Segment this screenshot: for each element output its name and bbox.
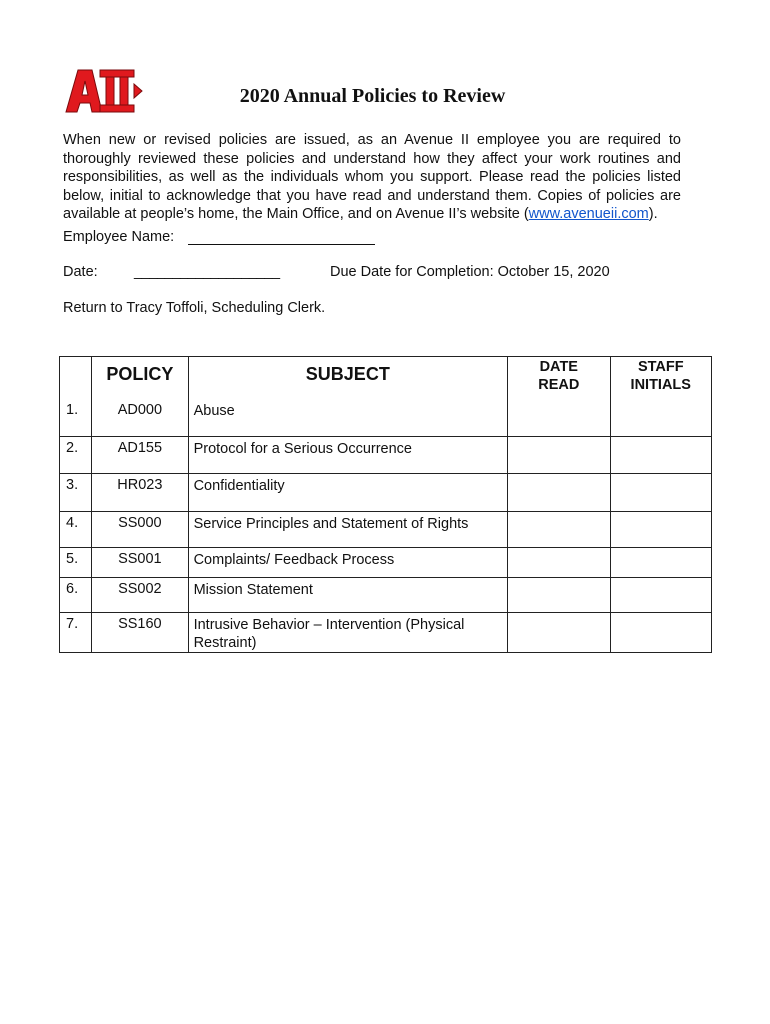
row-staff-initials-cell[interactable] [610,511,711,547]
row-number: 6. [60,577,92,612]
page-title: 2020 Annual Policies to Review [239,85,506,107]
row-policy: AD000 [92,399,188,436]
table-header-row [60,357,712,400]
row-staff-initials-cell[interactable] [610,577,711,612]
row-subject: Mission Statement [188,577,507,612]
row-number: 5. [60,547,92,577]
row-policy: HR023 [92,473,188,511]
header-policy: POLICY [92,357,188,400]
header-staff-initials-line2: INITIALS [630,377,691,393]
row-subject: Intrusive Behavior – Intervention (Physical Restraint) [188,612,507,652]
row-subject: Protocol for a Serious Occurrence [188,436,507,473]
header-staff-initials [610,357,711,437]
row-number: 7. [60,612,92,652]
date-line[interactable]: ___________________ [134,264,280,280]
row-date-read-cell[interactable] [508,473,610,511]
row-date-read-cell[interactable] [508,612,610,652]
row-policy: SS000 [92,511,188,547]
intro-text-end: ). [648,206,658,222]
row-subject: Confidentiality [188,473,507,511]
date-label: Date: [63,264,98,280]
row-date-read-cell[interactable] [508,511,610,547]
employee-name-line[interactable] [188,244,375,245]
header-date-read [508,357,610,437]
row-number: 4. [60,511,92,547]
row-number: 1. [60,399,92,436]
row-subject: Complaints/ Feedback Process [188,547,507,577]
table-row [60,547,712,577]
employee-name-label: Employee Name: [63,229,175,245]
table-row [60,473,712,511]
table-row [60,436,712,473]
due-date-text: Due Date for Completion: October 15, 2020 [330,264,610,280]
row-staff-initials-cell[interactable] [610,612,711,652]
row-policy: SS002 [92,577,188,612]
table-row [60,511,712,547]
header-date-read-line1: DATE [539,359,578,375]
row-policy: SS160 [92,612,188,652]
header-staff-initials-line1: STAFF [637,359,684,375]
row-policy: AD155 [92,436,188,473]
row-policy: SS001 [92,547,188,577]
row-number: 2. [60,436,92,473]
table-row [60,612,712,652]
row-number: 3. [60,473,92,511]
row-staff-initials-cell[interactable] [610,473,711,511]
row-date-read-cell[interactable] [508,577,610,612]
website-link[interactable]: www.avenueii.com [528,206,649,222]
return-to-text: Return to Tracy Toffoli, Scheduling Clerk. [63,300,326,316]
header-date-read-line2: READ [538,377,580,393]
row-subject: Abuse [188,399,507,436]
row-date-read-cell[interactable] [508,436,610,473]
intro-text: When new or revised policies are issued, as an Avenue II employee you are required to thoroughly reviewed these policies and understand how they affect your work routines and responsibilities, as well as the individuals whom you support. Please read the policies listed below, initial to acknowledge that you have read and understand them. Copies of policies are available at people’s home, the Main Office, and on Avenue II’s website ( [63,132,681,222]
row-subject: Service Principles and Statement of Rights [188,511,507,547]
table-row [60,577,712,612]
row-staff-initials-cell[interactable] [610,547,711,577]
row-date-read-cell[interactable] [508,547,610,577]
intro-paragraph [63,131,681,224]
header-number [60,357,92,400]
row-staff-initials-cell[interactable] [610,436,711,473]
policy-table [59,356,712,653]
header-subject: SUBJECT [188,357,507,400]
